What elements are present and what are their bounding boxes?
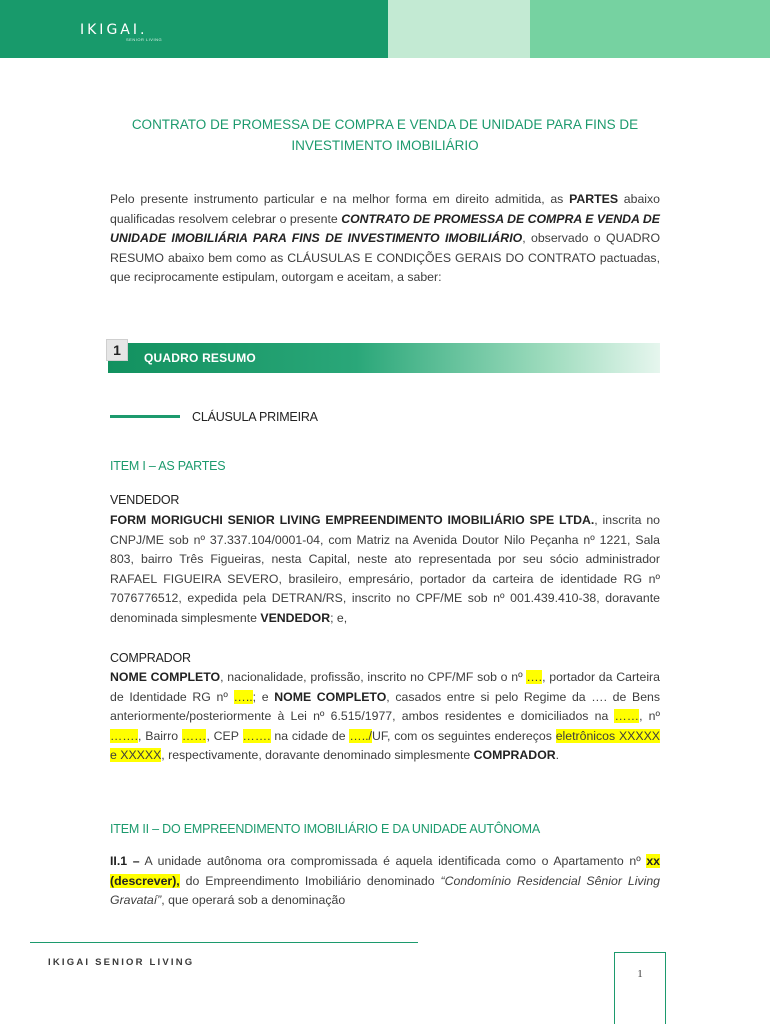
header-light-segment: [388, 0, 530, 58]
ikigai-logo: IKIGAI.: [80, 22, 148, 38]
vendedor-paragraph: FORM MORIGUCHI SENIOR LIVING EMPREENDIMENTO IMOBILIÁRIO SPE LTDA., inscrita no CNPJ/ME sob nº 37.337.104/0001-04, com Matriz na Avenida Doutor Nilo Peçanha nº 1221, Sala 803, bairro Três Figueiras, nesta Capital, neste ato representada por seu sócio administrador RAFAEL FIGUEIRA SEVERO, brasileiro, empresário, portador da carteira de identidade RG nº 7076776512, expedida pela DETRAN/RS, inscrito no CPF/ME sob nº 001.439.410-38, doravante denominada simplesmente VENDEDOR; e,: [110, 513, 660, 625]
clausula-title: CLÁUSULA PRIMEIRA: [192, 410, 318, 424]
vendedor-heading: VENDEDOR: [110, 493, 180, 507]
item-2-heading: ITEM II – DO EMPREENDIMENTO IMOBILIÁRIO E DA UNIDADE AUTÔNOMA: [110, 822, 540, 836]
item-2-paragraph: II.1 – A unidade autônoma ora compromissada é aquela identificada como o Apartamento nº xx (descrever), do Empreendimento Imobiliário denominado “Condomínio Residencial Sênior Living Gravataí”, que operará sob a denominação: [110, 854, 660, 907]
section-number: 1: [106, 339, 128, 361]
header-mint-segment: [530, 0, 770, 58]
logo-subtitle: SENIOR LIVING: [126, 37, 163, 42]
page-number: 1: [637, 968, 643, 980]
item-1-heading: ITEM I – AS PARTES: [110, 459, 226, 473]
clausula-rule: [110, 415, 180, 418]
document-title: [110, 114, 660, 156]
intro-paragraph: Pelo presente instrumento particular e na melhor forma em direito admitida, as PARTES abaixo qualificadas resolvem celebrar o presente CONTRATO DE PROMESSA DE COMPRA E VENDA DE UNIDADE IMOBILIÁRIA PARA FINS DE INVESTIMENTO IMOBILIÁRIO, observado o QUADRO RESUMO abaixo bem como as CLÁUSULAS E CONDIÇÕES GERAIS DO CONTRATO pactuadas, que reciprocamente estipulam, outorgam e aceitam, a saber:: [110, 192, 661, 284]
section-label: QUADRO RESUMO: [144, 351, 256, 365]
title-line-2: INVESTIMENTO IMOBILIÁRIO: [291, 138, 479, 153]
title-line-1: CONTRATO DE PROMESSA DE COMPRA E VENDA DE UNIDADE PARA FINS DE: [131, 117, 639, 132]
footer-brand: IKIGAI SENIOR LIVING: [48, 957, 195, 968]
comprador-paragraph: NOME COMPLETO, nacionalidade, profissão, inscrito no CPF/MF sob o nº …., portador da Carteira de Identidade RG nº …..; e NOME COMPLETO, casados entre si pelo Regime da …. de Bens anteriormente/posteriormente à Lei nº 6.515/1977, ambos residentes e domiciliados na ……, nº ……., Bairro ……, CEP ……. na cidade de …../UF, com os seguintes endereços eletrônicos XXXXX e XXXXX, respectivamente, doravante denominado simplesmente COMPRADOR.: [110, 670, 661, 762]
header-dark-segment: [0, 0, 388, 58]
header-bar: [0, 0, 770, 58]
page-number-box: [614, 952, 666, 1024]
footer-rule: [30, 942, 418, 943]
comprador-heading: COMPRADOR: [110, 651, 191, 665]
